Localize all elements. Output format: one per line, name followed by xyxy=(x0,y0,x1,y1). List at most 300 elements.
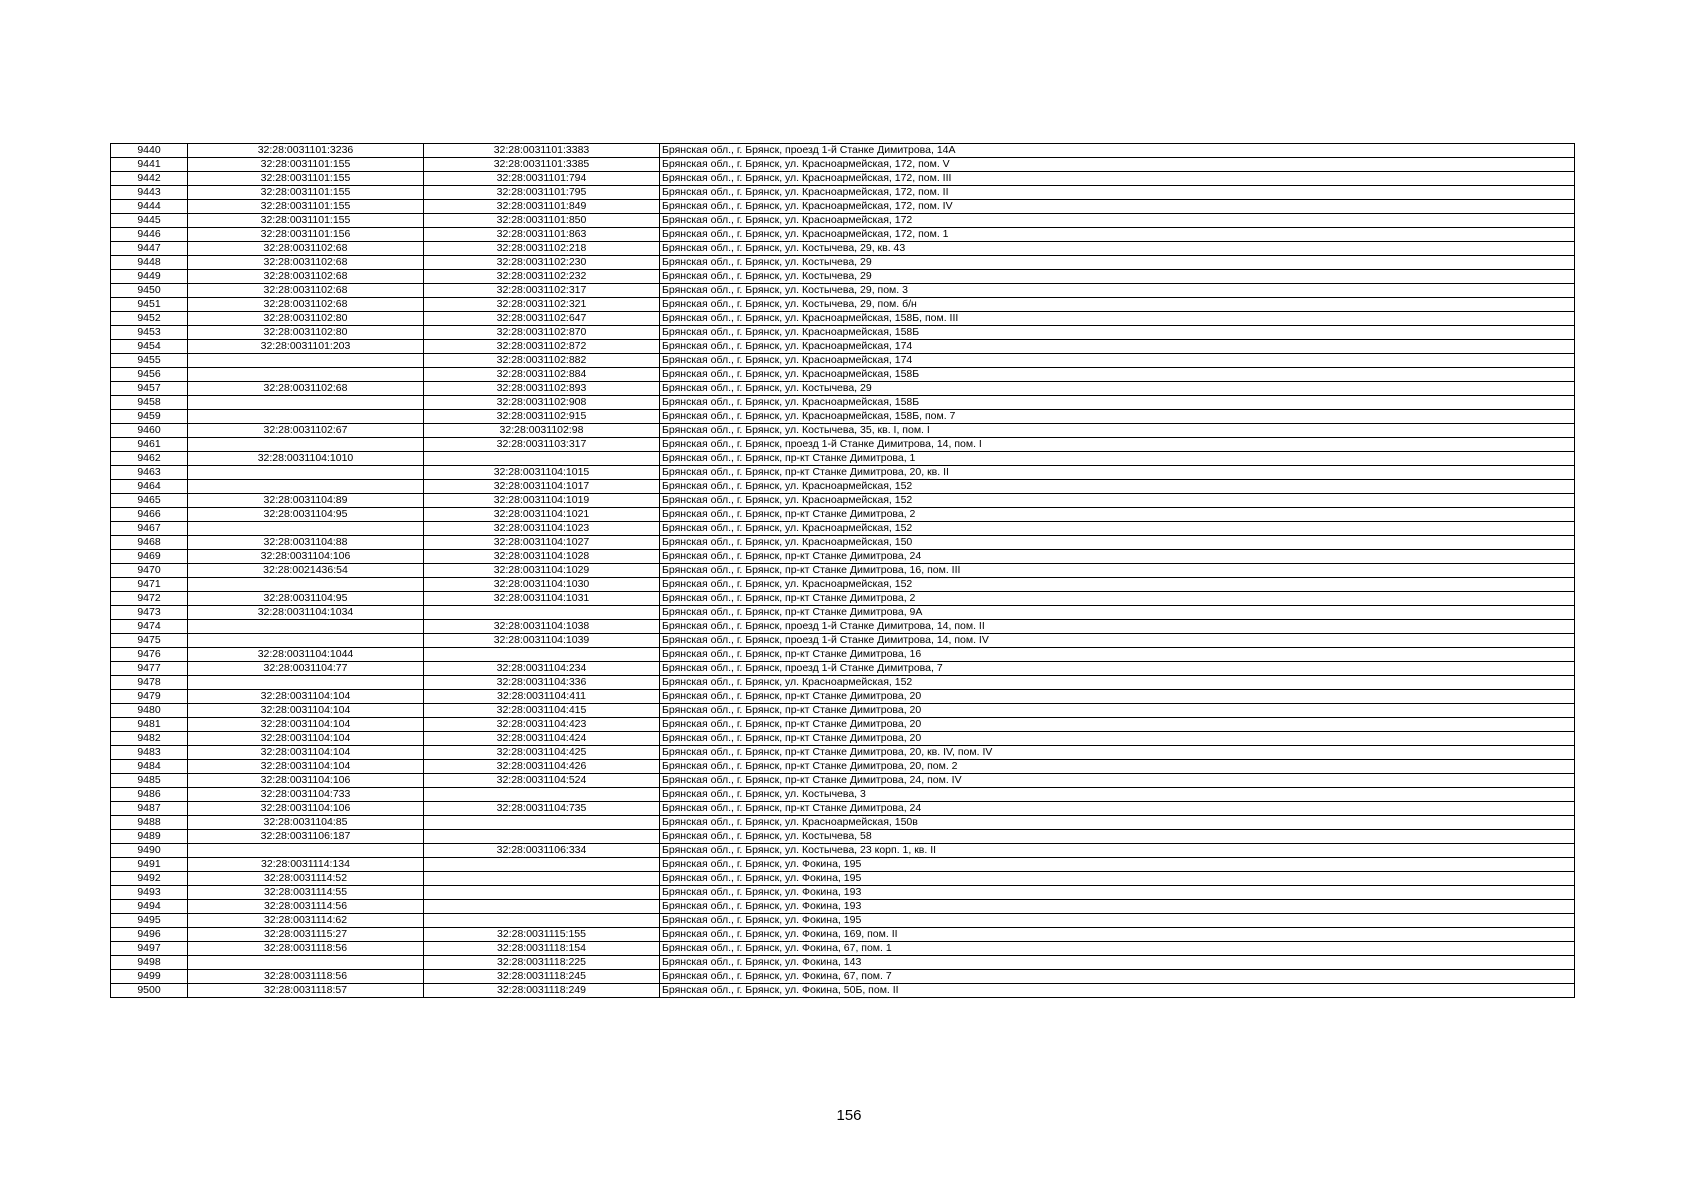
row-number-cell: 9459 xyxy=(111,410,188,424)
object-number-cell: 32:28:0031104:1017 xyxy=(424,480,660,494)
row-number-cell: 9451 xyxy=(111,298,188,312)
table-row xyxy=(111,816,1575,830)
object-number-cell: 32:28:0031101:3383 xyxy=(424,144,660,158)
object-number-cell: 32:28:0031115:155 xyxy=(424,928,660,942)
object-number-cell xyxy=(424,914,660,928)
address-cell: Брянская обл., г. Брянск, ул. Красноармейская, 158Б xyxy=(660,326,1575,340)
address-cell: Брянская обл., г. Брянск, ул. Костычева, 29 xyxy=(660,382,1575,396)
land-plot-number-cell: 32:28:0031106:187 xyxy=(188,830,424,844)
row-number-cell: 9480 xyxy=(111,704,188,718)
row-number-cell: 9469 xyxy=(111,550,188,564)
row-number-cell: 9499 xyxy=(111,970,188,984)
address-cell: Брянская обл., г. Брянск, ул. Костычева, 29, кв. 43 xyxy=(660,242,1575,256)
object-number-cell: 32:28:0031104:411 xyxy=(424,690,660,704)
table-row xyxy=(111,900,1575,914)
row-number-cell: 9495 xyxy=(111,914,188,928)
address-cell: Брянская обл., г. Брянск, проезд 1-й Станке Димитрова, 14, пом. I xyxy=(660,438,1575,452)
address-cell: Брянская обл., г. Брянск, пр-кт Станке Димитрова, 9А xyxy=(660,606,1575,620)
table-row xyxy=(111,662,1575,676)
row-number-cell: 9453 xyxy=(111,326,188,340)
land-plot-number-cell xyxy=(188,410,424,424)
table-row xyxy=(111,704,1575,718)
land-plot-number-cell: 32:28:0031118:56 xyxy=(188,970,424,984)
table-row xyxy=(111,970,1575,984)
object-number-cell: 32:28:0031102:915 xyxy=(424,410,660,424)
address-cell: Брянская обл., г. Брянск, проезд 1-й Станке Димитрова, 7 xyxy=(660,662,1575,676)
row-number-cell: 9461 xyxy=(111,438,188,452)
table-row xyxy=(111,830,1575,844)
address-cell: Брянская обл., г. Брянск, ул. Красноармейская, 174 xyxy=(660,354,1575,368)
address-cell: Брянская обл., г. Брянск, ул. Красноармейская, 158Б xyxy=(660,368,1575,382)
object-number-cell: 32:28:0031104:1015 xyxy=(424,466,660,480)
object-number-cell xyxy=(424,788,660,802)
row-number-cell: 9448 xyxy=(111,256,188,270)
row-number-cell: 9456 xyxy=(111,368,188,382)
row-number-cell: 9476 xyxy=(111,648,188,662)
address-cell: Брянская обл., г. Брянск, ул. Красноармейская, 172, пом. II xyxy=(660,186,1575,200)
object-number-cell: 32:28:0031104:1021 xyxy=(424,508,660,522)
row-number-cell: 9487 xyxy=(111,802,188,816)
table-row xyxy=(111,396,1575,410)
table-row xyxy=(111,270,1575,284)
object-number-cell: 32:28:0031101:849 xyxy=(424,200,660,214)
address-cell: Брянская обл., г. Брянск, ул. Красноармейская, 152 xyxy=(660,494,1575,508)
land-plot-number-cell: 32:28:0031104:1010 xyxy=(188,452,424,466)
address-cell: Брянская обл., г. Брянск, пр-кт Станке Димитрова, 2 xyxy=(660,508,1575,522)
object-number-cell: 32:28:0031106:334 xyxy=(424,844,660,858)
land-plot-number-cell xyxy=(188,578,424,592)
object-number-cell xyxy=(424,830,660,844)
row-number-cell: 9498 xyxy=(111,956,188,970)
row-number-cell: 9488 xyxy=(111,816,188,830)
row-number-cell: 9443 xyxy=(111,186,188,200)
land-plot-number-cell: 32:28:0031118:56 xyxy=(188,942,424,956)
land-plot-number-cell: 32:28:0031101:155 xyxy=(188,214,424,228)
address-cell: Брянская обл., г. Брянск, ул. Красноармейская, 152 xyxy=(660,522,1575,536)
land-plot-number-cell: 32:28:0031104:1044 xyxy=(188,648,424,662)
address-cell: Брянская обл., г. Брянск, пр-кт Станке Димитрова, 20, пом. 2 xyxy=(660,760,1575,774)
address-cell: Брянская обл., г. Брянск, ул. Костычева, 29, пом. б/н xyxy=(660,298,1575,312)
address-cell: Брянская обл., г. Брянск, ул. Фокина, 193 xyxy=(660,886,1575,900)
object-number-cell: 32:28:0031102:908 xyxy=(424,396,660,410)
address-cell: Брянская обл., г. Брянск, ул. Красноармейская, 152 xyxy=(660,676,1575,690)
row-number-cell: 9472 xyxy=(111,592,188,606)
row-number-cell: 9454 xyxy=(111,340,188,354)
row-number-cell: 9446 xyxy=(111,228,188,242)
land-plot-number-cell: 32:28:0031104:104 xyxy=(188,746,424,760)
table-row xyxy=(111,802,1575,816)
page-number: 156 xyxy=(836,1107,862,1124)
table-row xyxy=(111,690,1575,704)
address-cell: Брянская обл., г. Брянск, ул. Фокина, 50Б, пом. II xyxy=(660,984,1575,998)
table-row xyxy=(111,186,1575,200)
table-row xyxy=(111,242,1575,256)
table-row xyxy=(111,760,1575,774)
row-number-cell: 9449 xyxy=(111,270,188,284)
land-plot-number-cell: 32:28:0031102:80 xyxy=(188,312,424,326)
object-number-cell: 32:28:0031104:1019 xyxy=(424,494,660,508)
land-plot-number-cell xyxy=(188,844,424,858)
land-plot-number-cell: 32:28:0031104:733 xyxy=(188,788,424,802)
table-row xyxy=(111,872,1575,886)
object-number-cell: 32:28:0031102:647 xyxy=(424,312,660,326)
row-number-cell: 9483 xyxy=(111,746,188,760)
table-row xyxy=(111,438,1575,452)
row-number-cell: 9492 xyxy=(111,872,188,886)
object-number-cell: 32:28:0031102:98 xyxy=(424,424,660,438)
object-number-cell: 32:28:0031102:872 xyxy=(424,340,660,354)
table-row xyxy=(111,214,1575,228)
address-cell: Брянская обл., г. Брянск, проезд 1-й Станке Димитрова, 14, пом. II xyxy=(660,620,1575,634)
address-cell: Брянская обл., г. Брянск, ул. Костычева, 3 xyxy=(660,788,1575,802)
object-number-cell: 32:28:0031118:249 xyxy=(424,984,660,998)
row-number-cell: 9474 xyxy=(111,620,188,634)
address-cell: Брянская обл., г. Брянск, ул. Красноармейская, 172, пом. V xyxy=(660,158,1575,172)
address-cell: Брянская обл., г. Брянск, ул. Костычева, 58 xyxy=(660,830,1575,844)
table-row xyxy=(111,774,1575,788)
table-row xyxy=(111,452,1575,466)
object-number-cell: 32:28:0031104:1039 xyxy=(424,634,660,648)
row-number-cell: 9444 xyxy=(111,200,188,214)
object-number-cell: 32:28:0031101:850 xyxy=(424,214,660,228)
address-cell: Брянская обл., г. Брянск, ул. Костычева, 29 xyxy=(660,270,1575,284)
object-number-cell: 32:28:0031102:893 xyxy=(424,382,660,396)
table-row xyxy=(111,522,1575,536)
address-cell: Брянская обл., г. Брянск, пр-кт Станке Димитрова, 20, кв. II xyxy=(660,466,1575,480)
object-number-cell: 32:28:0031104:524 xyxy=(424,774,660,788)
row-number-cell: 9481 xyxy=(111,718,188,732)
land-plot-number-cell: 32:28:0031104:89 xyxy=(188,494,424,508)
object-number-cell: 32:28:0031104:424 xyxy=(424,732,660,746)
object-number-cell xyxy=(424,606,660,620)
row-number-cell: 9486 xyxy=(111,788,188,802)
land-plot-number-cell: 32:28:0031102:68 xyxy=(188,242,424,256)
land-plot-number-cell xyxy=(188,634,424,648)
row-number-cell: 9477 xyxy=(111,662,188,676)
address-cell: Брянская обл., г. Брянск, ул. Фокина, 67, пом. 7 xyxy=(660,970,1575,984)
object-number-cell: 32:28:0031102:230 xyxy=(424,256,660,270)
land-plot-number-cell: 32:28:0031102:68 xyxy=(188,298,424,312)
row-number-cell: 9482 xyxy=(111,732,188,746)
row-number-cell: 9440 xyxy=(111,144,188,158)
land-plot-number-cell: 32:28:0031104:106 xyxy=(188,802,424,816)
object-number-cell: 32:28:0031102:321 xyxy=(424,298,660,312)
address-cell: Брянская обл., г. Брянск, ул. Красноармейская, 152 xyxy=(660,480,1575,494)
object-number-cell: 32:28:0031104:1030 xyxy=(424,578,660,592)
address-cell: Брянская обл., г. Брянск, пр-кт Станке Димитрова, 16, пом. III xyxy=(660,564,1575,578)
land-plot-number-cell: 32:28:0031101:156 xyxy=(188,228,424,242)
land-plot-number-cell: 32:28:0031101:155 xyxy=(188,200,424,214)
land-plot-number-cell: 32:28:0031114:56 xyxy=(188,900,424,914)
row-number-cell: 9484 xyxy=(111,760,188,774)
land-plot-number-cell: 32:28:0031104:77 xyxy=(188,662,424,676)
row-number-cell: 9460 xyxy=(111,424,188,438)
row-number-cell: 9463 xyxy=(111,466,188,480)
table-row xyxy=(111,942,1575,956)
table-row xyxy=(111,676,1575,690)
table-row xyxy=(111,508,1575,522)
address-cell: Брянская обл., г. Брянск, ул. Красноармейская, 172, пом. IV xyxy=(660,200,1575,214)
row-number-cell: 9494 xyxy=(111,900,188,914)
land-plot-number-cell xyxy=(188,396,424,410)
address-cell: Брянская обл., г. Брянск, ул. Костычева, 29, пом. 3 xyxy=(660,284,1575,298)
address-cell: Брянская обл., г. Брянск, ул. Красноармейская, 172 xyxy=(660,214,1575,228)
table-row xyxy=(111,424,1575,438)
table-row xyxy=(111,340,1575,354)
address-cell: Брянская обл., г. Брянск, ул. Красноармейская, 152 xyxy=(660,578,1575,592)
object-number-cell: 32:28:0031118:225 xyxy=(424,956,660,970)
land-plot-number-cell: 32:28:0021436:54 xyxy=(188,564,424,578)
object-number-cell: 32:28:0031104:1027 xyxy=(424,536,660,550)
address-cell: Брянская обл., г. Брянск, пр-кт Станке Димитрова, 1 xyxy=(660,452,1575,466)
land-plot-number-cell: 32:28:0031104:106 xyxy=(188,550,424,564)
row-number-cell: 9466 xyxy=(111,508,188,522)
land-plot-number-cell: 32:28:0031114:134 xyxy=(188,858,424,872)
object-number-cell: 32:28:0031118:154 xyxy=(424,942,660,956)
table-row xyxy=(111,634,1575,648)
table-row xyxy=(111,858,1575,872)
table-row xyxy=(111,788,1575,802)
land-plot-number-cell xyxy=(188,522,424,536)
address-cell: Брянская обл., г. Брянск, ул. Красноармейская, 172, пом. III xyxy=(660,172,1575,186)
object-number-cell: 32:28:0031104:423 xyxy=(424,718,660,732)
table-row xyxy=(111,172,1575,186)
object-number-cell: 32:28:0031101:863 xyxy=(424,228,660,242)
address-cell: Брянская обл., г. Брянск, пр-кт Станке Димитрова, 24 xyxy=(660,550,1575,564)
row-number-cell: 9458 xyxy=(111,396,188,410)
land-plot-number-cell: 32:28:0031104:104 xyxy=(188,690,424,704)
row-number-cell: 9470 xyxy=(111,564,188,578)
table-row xyxy=(111,928,1575,942)
land-plot-number-cell xyxy=(188,956,424,970)
row-number-cell: 9478 xyxy=(111,676,188,690)
object-number-cell: 32:28:0031118:245 xyxy=(424,970,660,984)
address-cell: Брянская обл., г. Брянск, ул. Фокина, 143 xyxy=(660,956,1575,970)
row-number-cell: 9462 xyxy=(111,452,188,466)
land-plot-number-cell xyxy=(188,676,424,690)
land-plot-number-cell: 32:28:0031102:67 xyxy=(188,424,424,438)
table-row xyxy=(111,382,1575,396)
object-number-cell: 32:28:0031104:735 xyxy=(424,802,660,816)
land-plot-number-cell xyxy=(188,438,424,452)
table-row xyxy=(111,368,1575,382)
land-plot-number-cell xyxy=(188,466,424,480)
address-cell: Брянская обл., г. Брянск, ул. Красноармейская, 150 xyxy=(660,536,1575,550)
row-number-cell: 9457 xyxy=(111,382,188,396)
address-cell: Брянская обл., г. Брянск, ул. Красноармейская, 174 xyxy=(660,340,1575,354)
land-plot-number-cell: 32:28:0031101:155 xyxy=(188,158,424,172)
land-plot-number-cell: 32:28:0031118:57 xyxy=(188,984,424,998)
row-number-cell: 9489 xyxy=(111,830,188,844)
table-row xyxy=(111,564,1575,578)
land-plot-number-cell: 32:28:0031102:68 xyxy=(188,256,424,270)
table-row xyxy=(111,620,1575,634)
row-number-cell: 9447 xyxy=(111,242,188,256)
row-number-cell: 9493 xyxy=(111,886,188,900)
land-plot-number-cell xyxy=(188,480,424,494)
object-number-cell xyxy=(424,816,660,830)
object-number-cell: 32:28:0031104:426 xyxy=(424,760,660,774)
row-number-cell: 9479 xyxy=(111,690,188,704)
table-row xyxy=(111,144,1575,158)
table-row xyxy=(111,326,1575,340)
address-cell: Брянская обл., г. Брянск, ул. Красноармейская, 158Б xyxy=(660,396,1575,410)
address-cell: Брянская обл., г. Брянск, пр-кт Станке Димитрова, 20 xyxy=(660,718,1575,732)
land-plot-number-cell xyxy=(188,354,424,368)
object-number-cell xyxy=(424,858,660,872)
land-plot-number-cell: 32:28:0031101:155 xyxy=(188,172,424,186)
land-plot-number-cell: 32:28:0031102:68 xyxy=(188,284,424,298)
address-cell: Брянская обл., г. Брянск, ул. Красноармейская, 150в xyxy=(660,816,1575,830)
table-row xyxy=(111,732,1575,746)
land-plot-number-cell: 32:28:0031104:95 xyxy=(188,592,424,606)
object-number-cell: 32:28:0031101:795 xyxy=(424,186,660,200)
object-number-cell: 32:28:0031104:336 xyxy=(424,676,660,690)
land-plot-number-cell: 32:28:0031114:62 xyxy=(188,914,424,928)
object-number-cell: 32:28:0031103:317 xyxy=(424,438,660,452)
table-row xyxy=(111,354,1575,368)
address-cell: Брянская обл., г. Брянск, ул. Красноармейская, 158Б, пом. 7 xyxy=(660,410,1575,424)
table-row xyxy=(111,648,1575,662)
row-number-cell: 9490 xyxy=(111,844,188,858)
address-cell: Брянская обл., г. Брянск, ул. Фокина, 195 xyxy=(660,858,1575,872)
table-row xyxy=(111,844,1575,858)
address-cell: Брянская обл., г. Брянск, пр-кт Станке Димитрова, 20 xyxy=(660,690,1575,704)
address-cell: Брянская обл., г. Брянск, пр-кт Станке Димитрова, 20, кв. IV, пом. IV xyxy=(660,746,1575,760)
address-cell: Брянская обл., г. Брянск, пр-кт Станке Димитрова, 20 xyxy=(660,732,1575,746)
land-plot-number-cell: 32:28:0031114:52 xyxy=(188,872,424,886)
land-plot-number-cell: 32:28:0031104:85 xyxy=(188,816,424,830)
row-number-cell: 9471 xyxy=(111,578,188,592)
land-plot-number-cell: 32:28:0031104:104 xyxy=(188,732,424,746)
address-cell: Брянская обл., г. Брянск, проезд 1-й Станке Димитрова, 14, пом. IV xyxy=(660,634,1575,648)
cadastral-table xyxy=(110,143,1575,998)
address-cell: Брянская обл., г. Брянск, проезд 1-й Станке Димитрова, 14А xyxy=(660,144,1575,158)
object-number-cell: 32:28:0031102:317 xyxy=(424,284,660,298)
table-row xyxy=(111,550,1575,564)
address-cell: Брянская обл., г. Брянск, пр-кт Станке Димитрова, 24 xyxy=(660,802,1575,816)
address-cell: Брянская обл., г. Брянск, ул. Фокина, 67, пом. 1 xyxy=(660,942,1575,956)
table-row xyxy=(111,494,1575,508)
row-number-cell: 9465 xyxy=(111,494,188,508)
land-plot-number-cell: 32:28:0031104:104 xyxy=(188,718,424,732)
row-number-cell: 9497 xyxy=(111,942,188,956)
address-cell: Брянская обл., г. Брянск, ул. Фокина, 169, пом. II xyxy=(660,928,1575,942)
object-number-cell: 32:28:0031102:882 xyxy=(424,354,660,368)
address-cell: Брянская обл., г. Брянск, ул. Фокина, 193 xyxy=(660,900,1575,914)
object-number-cell: 32:28:0031102:232 xyxy=(424,270,660,284)
table-row xyxy=(111,984,1575,998)
address-cell: Брянская обл., г. Брянск, ул. Костычева, 35, кв. I, пом. I xyxy=(660,424,1575,438)
object-number-cell: 32:28:0031104:1029 xyxy=(424,564,660,578)
row-number-cell: 9455 xyxy=(111,354,188,368)
row-number-cell: 9500 xyxy=(111,984,188,998)
table-row xyxy=(111,718,1575,732)
table-row xyxy=(111,592,1575,606)
address-cell: Брянская обл., г. Брянск, ул. Фокина, 195 xyxy=(660,914,1575,928)
address-cell: Брянская обл., г. Брянск, пр-кт Станке Димитрова, 16 xyxy=(660,648,1575,662)
table-row xyxy=(111,480,1575,494)
table-row xyxy=(111,312,1575,326)
land-plot-number-cell: 32:28:0031104:104 xyxy=(188,704,424,718)
land-plot-number-cell: 32:28:0031114:55 xyxy=(188,886,424,900)
row-number-cell: 9467 xyxy=(111,522,188,536)
row-number-cell: 9468 xyxy=(111,536,188,550)
address-cell: Брянская обл., г. Брянск, ул. Красноармейская, 158Б, пом. III xyxy=(660,312,1575,326)
address-cell: Брянская обл., г. Брянск, ул. Фокина, 195 xyxy=(660,872,1575,886)
table-row xyxy=(111,200,1575,214)
object-number-cell xyxy=(424,886,660,900)
land-plot-number-cell: 32:28:0031104:95 xyxy=(188,508,424,522)
table-row xyxy=(111,536,1575,550)
table-row xyxy=(111,228,1575,242)
land-plot-number-cell xyxy=(188,368,424,382)
table-row xyxy=(111,606,1575,620)
object-number-cell: 32:28:0031104:415 xyxy=(424,704,660,718)
object-number-cell xyxy=(424,452,660,466)
land-plot-number-cell: 32:28:0031102:68 xyxy=(188,382,424,396)
row-number-cell: 9485 xyxy=(111,774,188,788)
row-number-cell: 9473 xyxy=(111,606,188,620)
row-number-cell: 9452 xyxy=(111,312,188,326)
object-number-cell: 32:28:0031102:218 xyxy=(424,242,660,256)
land-plot-number-cell: 32:28:0031101:155 xyxy=(188,186,424,200)
object-number-cell: 32:28:0031101:3385 xyxy=(424,158,660,172)
land-plot-number-cell: 32:28:0031102:68 xyxy=(188,270,424,284)
table-row xyxy=(111,256,1575,270)
table-row xyxy=(111,410,1575,424)
address-cell: Брянская обл., г. Брянск, пр-кт Станке Димитрова, 20 xyxy=(660,704,1575,718)
land-plot-number-cell: 32:28:0031115:27 xyxy=(188,928,424,942)
land-plot-number-cell xyxy=(188,620,424,634)
object-number-cell: 32:28:0031104:234 xyxy=(424,662,660,676)
table-row xyxy=(111,956,1575,970)
row-number-cell: 9496 xyxy=(111,928,188,942)
table-row xyxy=(111,578,1575,592)
object-number-cell xyxy=(424,872,660,886)
row-number-cell: 9464 xyxy=(111,480,188,494)
address-cell: Брянская обл., г. Брянск, ул. Красноармейская, 172, пом. 1 xyxy=(660,228,1575,242)
land-plot-number-cell: 32:28:0031102:80 xyxy=(188,326,424,340)
land-plot-number-cell: 32:28:0031101:203 xyxy=(188,340,424,354)
row-number-cell: 9442 xyxy=(111,172,188,186)
object-number-cell: 32:28:0031104:1031 xyxy=(424,592,660,606)
row-number-cell: 9445 xyxy=(111,214,188,228)
object-number-cell: 32:28:0031102:884 xyxy=(424,368,660,382)
object-number-cell: 32:28:0031104:1023 xyxy=(424,522,660,536)
address-cell: Брянская обл., г. Брянск, ул. Костычева, 29 xyxy=(660,256,1575,270)
row-number-cell: 9441 xyxy=(111,158,188,172)
table-row xyxy=(111,158,1575,172)
land-plot-number-cell: 32:28:0031104:1034 xyxy=(188,606,424,620)
table-row xyxy=(111,746,1575,760)
address-cell: Брянская обл., г. Брянск, пр-кт Станке Димитрова, 24, пом. IV xyxy=(660,774,1575,788)
object-number-cell: 32:28:0031104:1038 xyxy=(424,620,660,634)
address-cell: Брянская обл., г. Брянск, ул. Костычева, 23 корп. 1, кв. II xyxy=(660,844,1575,858)
object-number-cell: 32:28:0031102:870 xyxy=(424,326,660,340)
address-cell: Брянская обл., г. Брянск, пр-кт Станке Димитрова, 2 xyxy=(660,592,1575,606)
table-row xyxy=(111,886,1575,900)
object-number-cell: 32:28:0031104:1028 xyxy=(424,550,660,564)
object-number-cell xyxy=(424,648,660,662)
table-row xyxy=(111,298,1575,312)
table-row xyxy=(111,284,1575,298)
object-number-cell xyxy=(424,900,660,914)
land-plot-number-cell: 32:28:0031101:3236 xyxy=(188,144,424,158)
land-plot-number-cell: 32:28:0031104:88 xyxy=(188,536,424,550)
object-number-cell: 32:28:0031104:425 xyxy=(424,746,660,760)
land-plot-number-cell: 32:28:0031104:106 xyxy=(188,774,424,788)
